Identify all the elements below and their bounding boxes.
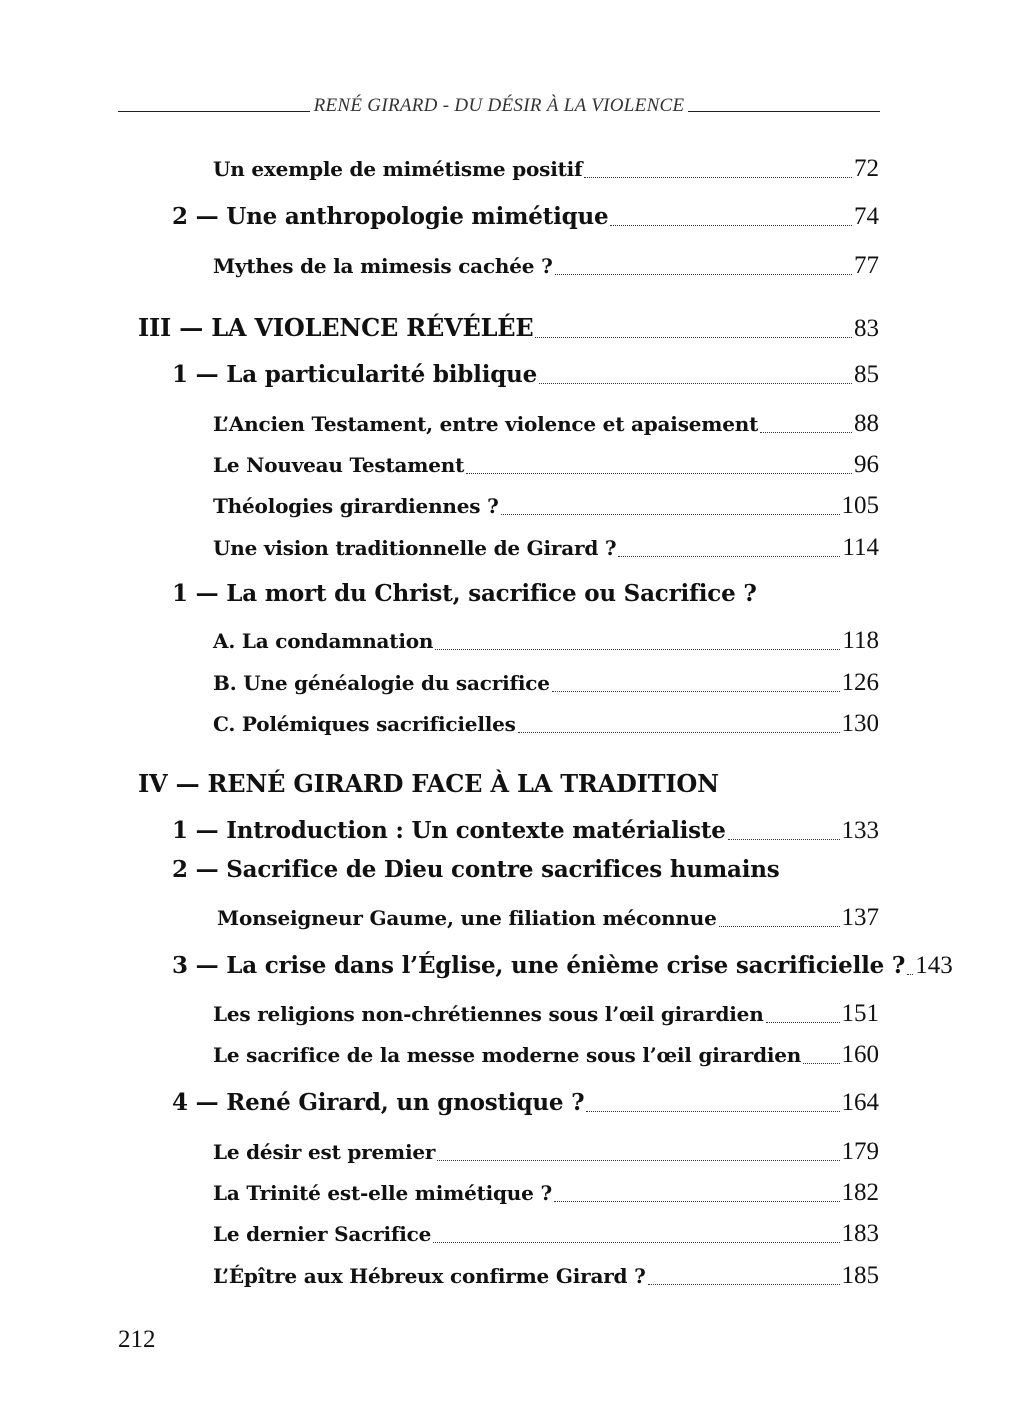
toc-entry-label: 2 — Une anthropologie mimétique <box>172 203 609 230</box>
toc-entry-label: Théologies girardiennes ? <box>213 494 499 518</box>
dot-leader <box>719 926 840 927</box>
toc-entry-page: 96 <box>854 451 879 478</box>
toc-entry <box>138 313 879 343</box>
dot-leader <box>433 1242 839 1243</box>
toc-entry-label: 2 — Sacrifice de Dieu contre sacrifices humains <box>172 856 780 883</box>
toc-entry <box>213 492 879 520</box>
toc-entry-page: 77 <box>854 252 879 279</box>
toc-entry-label: A. La condamnation <box>213 629 434 653</box>
toc-entry <box>213 1041 879 1069</box>
dot-leader <box>539 383 852 384</box>
dot-leader <box>435 649 840 650</box>
header-rule-right <box>688 111 880 112</box>
dot-leader <box>555 274 852 275</box>
toc-entry-page: 118 <box>842 627 879 654</box>
running-title: RENÉ GIRARD - DU DÉSIR À LA VIOLENCE <box>313 95 685 116</box>
dot-leader <box>648 1284 840 1285</box>
toc-entry-page: 88 <box>854 410 879 437</box>
toc-entry-label: 1 — La particularité biblique <box>172 361 538 388</box>
toc-entry-page: 72 <box>854 155 879 182</box>
toc-entry <box>213 1138 879 1166</box>
toc-entry-label: III — LA VIOLENCE RÉVÉLÉE <box>138 313 534 342</box>
toc-entry-page: 133 <box>841 817 879 844</box>
toc-entry <box>172 856 879 883</box>
toc-entry <box>172 580 879 607</box>
toc-entry-label: B. Une généalogie du sacrifice <box>213 671 550 695</box>
toc-entry-page: 160 <box>841 1041 879 1068</box>
toc-entry <box>138 769 879 798</box>
toc-entry-page: 85 <box>854 361 879 388</box>
toc-entry-page: 182 <box>841 1179 879 1206</box>
toc-entry-label: L’Épître aux Hébreux confirme Girard ? <box>213 1264 646 1288</box>
toc-entry-label: Le sacrifice de la messe moderne sous l’œil girardien <box>213 1043 802 1067</box>
dot-leader <box>760 432 852 433</box>
toc-entry-label: 4 — René Girard, un gnostique ? <box>172 1089 585 1116</box>
toc-entry <box>172 203 879 231</box>
toc-entry-page: 143 <box>915 952 953 979</box>
dot-leader <box>518 732 840 733</box>
toc-entry-label: Mythes de la mimesis cachée ? <box>213 254 553 278</box>
toc-entry-label: Le dernier Sacrifice <box>213 1222 432 1246</box>
dot-leader <box>728 839 840 840</box>
dot-leader <box>766 1022 840 1023</box>
toc-entry <box>213 534 879 562</box>
toc-entry-label: Monseigneur Gaume, une filiation méconnue <box>217 906 717 930</box>
dot-leader <box>466 473 852 474</box>
toc-entry <box>213 1000 879 1028</box>
toc-entry <box>213 710 879 738</box>
toc-entry <box>172 1089 879 1117</box>
toc-entry-label: IV — RENÉ GIRARD FACE À LA TRADITION <box>138 769 719 798</box>
toc-entry-label: L’Ancien Testament, entre violence et apaisement <box>213 412 759 436</box>
dot-leader <box>584 177 852 178</box>
toc-entry-label: Le Nouveau Testament <box>213 453 465 477</box>
toc-entry <box>213 1179 879 1207</box>
toc-entry-page: 164 <box>841 1089 879 1116</box>
toc-entry-label: Le désir est premier <box>213 1140 436 1164</box>
toc-entry-label: Une vision traditionnelle de Girard ? <box>213 536 617 560</box>
dot-leader <box>610 225 852 226</box>
toc-entry-page: 183 <box>841 1220 879 1247</box>
toc-entry-page: 179 <box>841 1138 879 1165</box>
dot-leader <box>501 514 840 515</box>
toc-entry-label: C. Polémiques sacrificielles <box>213 712 516 736</box>
header-rule-left <box>118 111 310 112</box>
toc-entry <box>217 904 879 932</box>
toc-entry-page: 83 <box>854 315 879 342</box>
running-header <box>118 94 880 118</box>
dot-leader <box>586 1111 839 1112</box>
toc-entry-page: 185 <box>841 1262 879 1289</box>
toc-entry-page: 126 <box>841 669 879 696</box>
toc-entry <box>213 252 879 280</box>
dot-leader <box>907 974 913 975</box>
toc-entry-page: 137 <box>841 904 879 931</box>
toc-entry-page: 105 <box>841 492 879 519</box>
toc-entry-page: 130 <box>841 710 879 737</box>
dot-leader <box>535 337 852 338</box>
dot-leader <box>618 556 840 557</box>
toc-entry-page: 114 <box>842 534 879 561</box>
toc-entry <box>213 1220 879 1248</box>
toc-entry-label: 1 — Introduction : Un contexte matérialiste <box>172 817 726 844</box>
toc-entry <box>172 361 879 389</box>
toc-entry-label: 1 — La mort du Christ, sacrifice ou Sacrifice ? <box>172 580 757 607</box>
toc-entry <box>172 817 879 845</box>
toc-entry-label: La Trinité est-elle mimétique ? <box>213 1181 552 1205</box>
toc-entry <box>213 410 879 438</box>
dot-leader <box>554 1201 840 1202</box>
page-number: 212 <box>118 1326 156 1353</box>
toc-entry-label: Les religions non-chrétiennes sous l’œil girardien <box>213 1002 764 1026</box>
toc-entry <box>213 451 879 479</box>
toc-entry <box>213 669 879 697</box>
toc-entry-page: 74 <box>854 203 879 230</box>
toc-entry-page: 151 <box>841 1000 879 1027</box>
dot-leader <box>552 691 840 692</box>
toc-entry <box>213 627 879 655</box>
dot-leader <box>437 1160 839 1161</box>
toc-entry-label: Un exemple de mimétisme positif <box>213 157 583 181</box>
toc-entry <box>172 952 953 980</box>
toc-entry-label: 3 — La crise dans l’Église, une énième crise sacrificielle ? <box>172 952 906 979</box>
toc-entry <box>213 1262 879 1290</box>
dot-leader <box>803 1063 839 1064</box>
toc-entry <box>213 155 879 183</box>
